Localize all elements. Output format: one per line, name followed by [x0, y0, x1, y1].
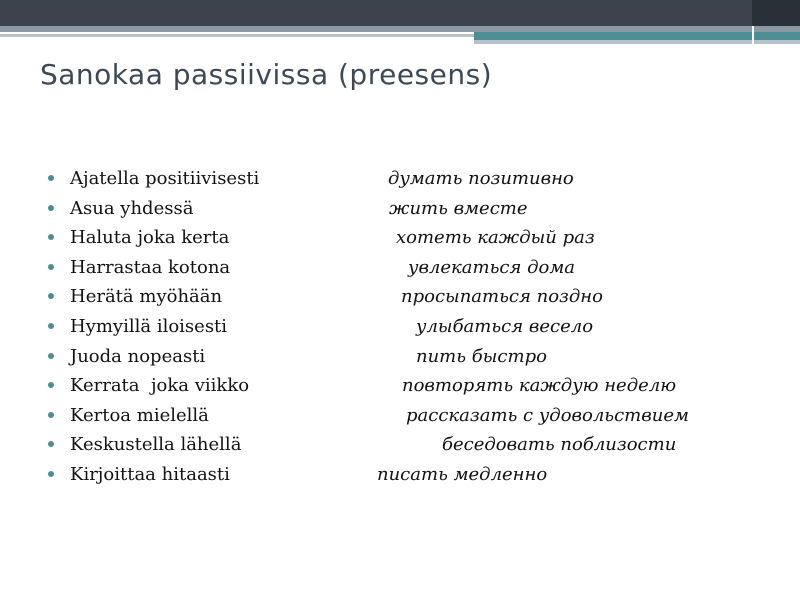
list-item — [0, 346, 800, 374]
russian-translation: пить быстро — [416, 345, 547, 367]
russian-translation: просыпаться поздно — [401, 286, 603, 308]
russian-translation: повторять каждую неделю — [402, 375, 677, 397]
list-item — [0, 464, 800, 492]
finnish-phrase: Kerrata joka viikko — [70, 375, 250, 397]
finnish-phrase: Haluta joka kerta — [70, 227, 230, 249]
list-item — [0, 434, 800, 462]
finnish-phrase: Ajatella positiivisesti — [70, 168, 260, 189]
bullet-icon — [48, 175, 54, 181]
finnish-phrase: Hymyillä iloisesti — [70, 316, 228, 337]
russian-translation: жить вместе — [389, 197, 528, 219]
finnish-phrase: Keskustella lähellä — [70, 434, 242, 456]
finnish-phrase: Asua yhdessä — [70, 197, 194, 219]
top-bar — [0, 0, 800, 26]
bullet-icon — [48, 471, 54, 477]
list-item — [0, 198, 800, 226]
finnish-phrase: Juoda nopeasti — [70, 345, 206, 367]
bullet-icon — [48, 234, 54, 240]
russian-translation: хотеть каждый раз — [396, 227, 595, 249]
bullet-icon — [48, 382, 54, 388]
bullet-icon — [48, 412, 54, 418]
bullet-icon — [48, 323, 54, 329]
russian-translation: думать позитивно — [388, 168, 574, 189]
russian-translation: увлекаться дома — [408, 256, 576, 278]
bullet-icon — [48, 293, 54, 299]
list-item — [0, 286, 800, 314]
top-bar-right-block — [752, 0, 800, 26]
finnish-phrase: Kirjoittaa hitaasti — [70, 464, 230, 485]
list-item — [0, 405, 800, 433]
list-item — [0, 316, 800, 344]
russian-translation: писать медленно — [377, 464, 548, 485]
bullet-icon — [48, 264, 54, 270]
list-item — [0, 375, 800, 403]
bullet-icon — [48, 353, 54, 359]
list-item — [0, 168, 800, 196]
slide-title: Sanokaa passiivissa (preesens) — [40, 58, 493, 91]
list-item — [0, 227, 800, 255]
finnish-phrase: Herätä myöhään — [70, 286, 223, 308]
accent-line-left — [0, 34, 474, 37]
russian-translation: рассказать с удовольствием — [406, 404, 689, 426]
russian-translation: беседовать поблизости — [442, 434, 677, 456]
russian-translation: улыбаться весело — [416, 316, 594, 337]
finnish-phrase: Harrastaa kotona — [70, 256, 231, 278]
finnish-phrase: Kertoa mielellä — [70, 404, 209, 426]
bar-divider — [752, 26, 754, 44]
bullet-icon — [48, 441, 54, 447]
list-item — [0, 257, 800, 285]
bullet-icon — [48, 205, 54, 211]
